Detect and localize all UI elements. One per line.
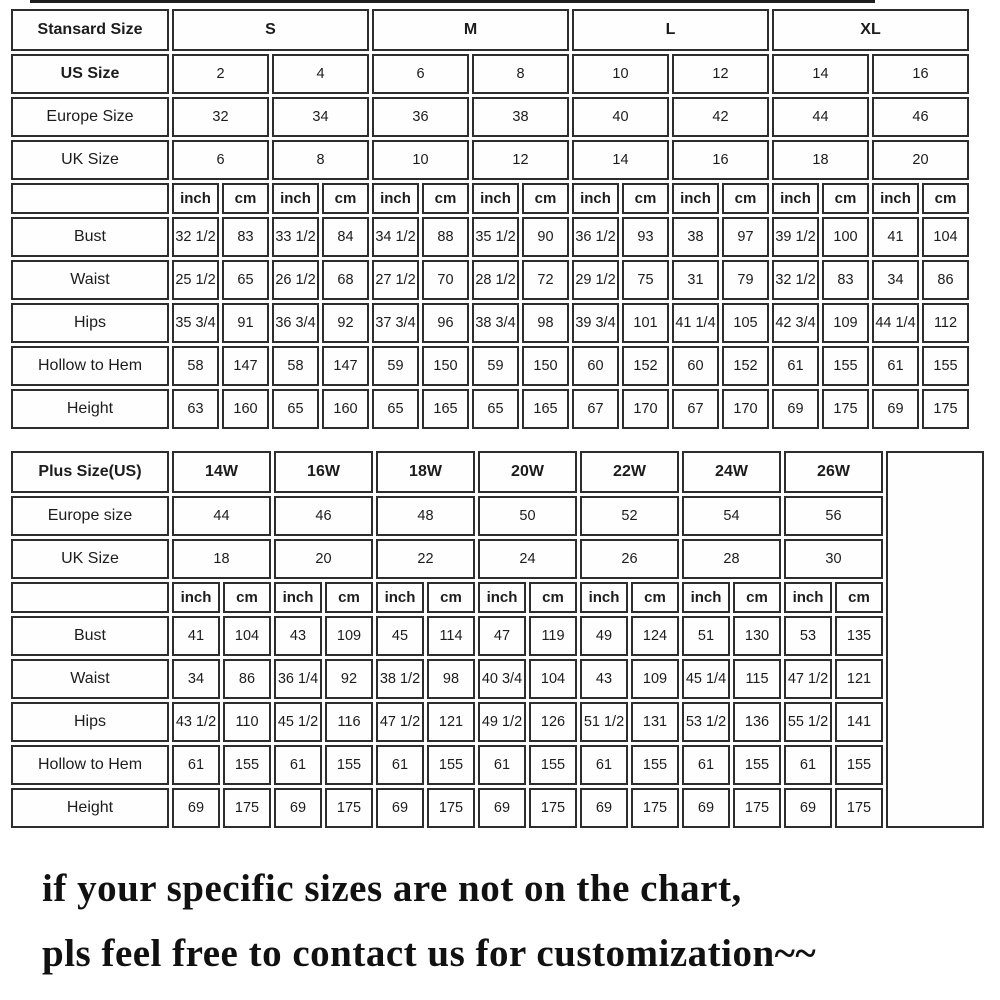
row-label: Hollow to Hem (11, 346, 169, 386)
row-label: Europe size (11, 496, 169, 536)
measure-value-cell: 119 (529, 616, 577, 656)
row-label: Height (11, 788, 169, 828)
measure-value-cell: 83 (822, 260, 869, 300)
size-group-cell: 20W (478, 451, 577, 493)
measure-value-cell: 98 (522, 303, 569, 343)
measure-value-cell: 75 (622, 260, 669, 300)
measure-value-cell: 175 (427, 788, 475, 828)
measure-value-cell: 41 (872, 217, 919, 257)
measure-value-cell: 110 (223, 702, 271, 742)
measure-value-cell: 104 (223, 616, 271, 656)
measure-value-cell: 165 (522, 389, 569, 429)
size-value-cell: 26 (580, 539, 679, 579)
measure-value-cell: 58 (272, 346, 319, 386)
row-label: Bust (11, 217, 169, 257)
size-value-cell: 8 (272, 140, 369, 180)
size-value-cell: 16 (872, 54, 969, 94)
measure-value-cell: 61 (784, 745, 832, 785)
measure-value-cell: 53 (784, 616, 832, 656)
cm-header-cell: cm (722, 183, 769, 214)
measure-value-cell: 61 (682, 745, 730, 785)
row-label: UK Size (11, 539, 169, 579)
measure-value-cell: 65 (222, 260, 269, 300)
measure-value-cell: 155 (822, 346, 869, 386)
measure-value-cell: 65 (272, 389, 319, 429)
crop-artifact-line (30, 0, 875, 3)
size-value-cell: 44 (772, 97, 869, 137)
measure-value-cell: 150 (422, 346, 469, 386)
size-group-cell: 14W (172, 451, 271, 493)
customization-note (42, 869, 1000, 973)
measure-value-cell: 63 (172, 389, 219, 429)
measure-value-cell: 49 1/2 (478, 702, 526, 742)
size-value-cell: 6 (372, 54, 469, 94)
measure-value-cell: 37 3/4 (372, 303, 419, 343)
measure-value-cell: 121 (835, 659, 883, 699)
measure-value-cell: 65 (372, 389, 419, 429)
measure-value-cell: 165 (422, 389, 469, 429)
inch-header-cell: inch (372, 183, 419, 214)
size-value-cell: 54 (682, 496, 781, 536)
measure-value-cell: 36 3/4 (272, 303, 319, 343)
size-value-cell: 18 (172, 539, 271, 579)
measure-value-cell: 39 3/4 (572, 303, 619, 343)
measure-value-cell: 98 (427, 659, 475, 699)
measure-value-cell: 28 1/2 (472, 260, 519, 300)
measure-value-cell: 69 (580, 788, 628, 828)
measure-value-cell: 61 (172, 745, 220, 785)
size-value-cell: 36 (372, 97, 469, 137)
measure-value-cell: 69 (784, 788, 832, 828)
size-value-cell: 4 (272, 54, 369, 94)
measure-value-cell: 97 (722, 217, 769, 257)
size-value-cell: 48 (376, 496, 475, 536)
measure-value-cell: 155 (223, 745, 271, 785)
measure-value-cell: 58 (172, 346, 219, 386)
measure-value-cell: 61 (580, 745, 628, 785)
size-value-cell: 10 (372, 140, 469, 180)
size-value-cell: 50 (478, 496, 577, 536)
size-group-cell: L (572, 9, 769, 51)
inch-header-cell: inch (772, 183, 819, 214)
measure-value-cell: 60 (572, 346, 619, 386)
measure-value-cell: 152 (722, 346, 769, 386)
measure-value-cell: 170 (722, 389, 769, 429)
size-value-cell: 28 (682, 539, 781, 579)
measure-value-cell: 36 1/4 (274, 659, 322, 699)
measure-value-cell: 155 (922, 346, 969, 386)
measure-value-cell: 152 (622, 346, 669, 386)
measure-value-cell: 141 (835, 702, 883, 742)
inch-header-cell: inch (274, 582, 322, 613)
row-label: Waist (11, 659, 169, 699)
cm-header-cell: cm (922, 183, 969, 214)
inch-header-cell: inch (472, 183, 519, 214)
measure-value-cell: 70 (422, 260, 469, 300)
inch-header-cell: inch (478, 582, 526, 613)
size-group-cell: M (372, 9, 569, 51)
measure-value-cell: 49 (580, 616, 628, 656)
measure-value-cell: 155 (427, 745, 475, 785)
size-group-cell: 24W (682, 451, 781, 493)
inch-header-cell: inch (172, 582, 220, 613)
size-value-cell: 44 (172, 496, 271, 536)
measure-value-cell: 79 (722, 260, 769, 300)
measure-value-cell: 43 (274, 616, 322, 656)
measure-value-cell: 69 (274, 788, 322, 828)
measure-value-cell: 25 1/2 (172, 260, 219, 300)
size-value-cell: 34 (272, 97, 369, 137)
measure-value-cell: 116 (325, 702, 373, 742)
cm-header-cell: cm (733, 582, 781, 613)
measure-value-cell: 155 (325, 745, 373, 785)
inch-header-cell: inch (172, 183, 219, 214)
size-group-cell: 16W (274, 451, 373, 493)
size-value-cell: 24 (478, 539, 577, 579)
measure-value-cell: 86 (223, 659, 271, 699)
measure-value-cell: 101 (622, 303, 669, 343)
measure-value-cell: 61 (376, 745, 424, 785)
measure-value-cell: 68 (322, 260, 369, 300)
measure-value-cell: 130 (733, 616, 781, 656)
cm-header-cell: cm (223, 582, 271, 613)
measure-value-cell: 36 1/2 (572, 217, 619, 257)
row-label: UK Size (11, 140, 169, 180)
measure-value-cell: 160 (222, 389, 269, 429)
size-value-cell: 52 (580, 496, 679, 536)
row-label: Hips (11, 702, 169, 742)
measure-value-cell: 147 (222, 346, 269, 386)
size-value-cell: 18 (772, 140, 869, 180)
row-label: Europe Size (11, 97, 169, 137)
measure-value-cell: 44 1/4 (872, 303, 919, 343)
measure-value-cell: 121 (427, 702, 475, 742)
cm-header-cell: cm (622, 183, 669, 214)
standard-size-table (8, 6, 972, 432)
measure-value-cell: 53 1/2 (682, 702, 730, 742)
measure-value-cell: 175 (733, 788, 781, 828)
measure-value-cell: 170 (622, 389, 669, 429)
inch-header-cell: inch (672, 183, 719, 214)
size-value-cell: 46 (872, 97, 969, 137)
row-label: Waist (11, 260, 169, 300)
cm-header-cell: cm (522, 183, 569, 214)
measure-value-cell: 100 (822, 217, 869, 257)
measure-value-cell: 92 (325, 659, 373, 699)
row-label: Bust (11, 616, 169, 656)
measure-value-cell: 42 3/4 (772, 303, 819, 343)
measure-value-cell: 126 (529, 702, 577, 742)
size-value-cell: 12 (472, 140, 569, 180)
unit-row-empty-label (11, 582, 169, 613)
measure-value-cell: 104 (529, 659, 577, 699)
measure-value-cell: 86 (922, 260, 969, 300)
measure-value-cell: 55 1/2 (784, 702, 832, 742)
measure-value-cell: 29 1/2 (572, 260, 619, 300)
measure-value-cell: 155 (733, 745, 781, 785)
measure-value-cell: 69 (376, 788, 424, 828)
measure-value-cell: 34 (872, 260, 919, 300)
cm-header-cell: cm (422, 183, 469, 214)
measure-value-cell: 175 (631, 788, 679, 828)
measure-value-cell: 114 (427, 616, 475, 656)
measure-value-cell: 32 1/2 (172, 217, 219, 257)
measure-value-cell: 109 (822, 303, 869, 343)
measure-value-cell: 175 (822, 389, 869, 429)
inch-header-cell: inch (572, 183, 619, 214)
measure-value-cell: 135 (835, 616, 883, 656)
measure-value-cell: 147 (322, 346, 369, 386)
inch-header-cell: inch (784, 582, 832, 613)
row-label: Hollow to Hem (11, 745, 169, 785)
measure-value-cell: 69 (478, 788, 526, 828)
measure-value-cell: 69 (772, 389, 819, 429)
measure-value-cell: 115 (733, 659, 781, 699)
note-line-1: if your specific sizes are not on the chart, (42, 867, 742, 910)
size-value-cell: 40 (572, 97, 669, 137)
measure-value-cell: 47 1/2 (784, 659, 832, 699)
measure-value-cell: 175 (223, 788, 271, 828)
measure-value-cell: 38 1/2 (376, 659, 424, 699)
measure-value-cell: 175 (835, 788, 883, 828)
measure-value-cell: 43 1/2 (172, 702, 220, 742)
size-value-cell: 46 (274, 496, 373, 536)
size-group-cell: XL (772, 9, 969, 51)
measure-value-cell: 59 (472, 346, 519, 386)
measure-value-cell: 61 (478, 745, 526, 785)
measure-value-cell: 35 1/2 (472, 217, 519, 257)
cm-header-cell: cm (529, 582, 577, 613)
cm-header-cell: cm (631, 582, 679, 613)
row-label: Hips (11, 303, 169, 343)
measure-value-cell: 35 3/4 (172, 303, 219, 343)
measure-value-cell: 40 3/4 (478, 659, 526, 699)
unit-row-empty-label (11, 183, 169, 214)
cm-header-cell: cm (222, 183, 269, 214)
size-value-cell: 42 (672, 97, 769, 137)
size-group-cell: 18W (376, 451, 475, 493)
inch-header-cell: inch (682, 582, 730, 613)
measure-value-cell: 109 (325, 616, 373, 656)
measure-value-cell: 112 (922, 303, 969, 343)
size-value-cell: 14 (772, 54, 869, 94)
size-value-cell: 32 (172, 97, 269, 137)
row-label: Height (11, 389, 169, 429)
measure-value-cell: 34 (172, 659, 220, 699)
cm-header-cell: cm (322, 183, 369, 214)
size-value-cell: 2 (172, 54, 269, 94)
size-value-cell: 22 (376, 539, 475, 579)
cm-header-cell: cm (835, 582, 883, 613)
note-line-2: pls feel free to contact us for customization~~ (42, 932, 817, 975)
measure-value-cell: 65 (472, 389, 519, 429)
inch-header-cell: inch (872, 183, 919, 214)
measure-value-cell: 72 (522, 260, 569, 300)
measure-value-cell: 59 (372, 346, 419, 386)
inch-header-cell: inch (580, 582, 628, 613)
measure-value-cell: 155 (631, 745, 679, 785)
measure-value-cell: 38 3/4 (472, 303, 519, 343)
plus-size-table (8, 448, 987, 831)
measure-value-cell: 69 (682, 788, 730, 828)
measure-value-cell: 67 (672, 389, 719, 429)
measure-value-cell: 109 (631, 659, 679, 699)
measure-value-cell: 88 (422, 217, 469, 257)
measure-value-cell: 31 (672, 260, 719, 300)
size-value-cell: 6 (172, 140, 269, 180)
size-value-cell: 38 (472, 97, 569, 137)
measure-value-cell: 96 (422, 303, 469, 343)
measure-value-cell: 61 (772, 346, 819, 386)
size-group-cell: 22W (580, 451, 679, 493)
measure-value-cell: 45 (376, 616, 424, 656)
size-value-cell: 20 (274, 539, 373, 579)
measure-value-cell: 61 (872, 346, 919, 386)
measure-value-cell: 150 (522, 346, 569, 386)
measure-value-cell: 51 1/2 (580, 702, 628, 742)
measure-value-cell: 69 (872, 389, 919, 429)
measure-value-cell: 39 1/2 (772, 217, 819, 257)
measure-value-cell: 155 (529, 745, 577, 785)
measure-value-cell: 41 (172, 616, 220, 656)
measure-value-cell: 83 (222, 217, 269, 257)
row-label: US Size (11, 54, 169, 94)
measure-value-cell: 61 (274, 745, 322, 785)
measure-value-cell: 93 (622, 217, 669, 257)
inch-header-cell: inch (376, 582, 424, 613)
cm-header-cell: cm (325, 582, 373, 613)
measure-value-cell: 27 1/2 (372, 260, 419, 300)
measure-value-cell: 160 (322, 389, 369, 429)
size-group-cell: S (172, 9, 369, 51)
measure-value-cell: 131 (631, 702, 679, 742)
measure-value-cell: 104 (922, 217, 969, 257)
size-value-cell: 10 (572, 54, 669, 94)
size-value-cell: 8 (472, 54, 569, 94)
measure-value-cell: 136 (733, 702, 781, 742)
cm-header-cell: cm (822, 183, 869, 214)
empty-cell (886, 451, 984, 828)
measure-value-cell: 92 (322, 303, 369, 343)
measure-value-cell: 32 1/2 (772, 260, 819, 300)
measure-value-cell: 175 (922, 389, 969, 429)
measure-value-cell: 105 (722, 303, 769, 343)
measure-value-cell: 84 (322, 217, 369, 257)
measure-value-cell: 60 (672, 346, 719, 386)
size-value-cell: 56 (784, 496, 883, 536)
measure-value-cell: 175 (325, 788, 373, 828)
measure-value-cell: 47 (478, 616, 526, 656)
measure-value-cell: 124 (631, 616, 679, 656)
cm-header-cell: cm (427, 582, 475, 613)
measure-value-cell: 45 1/2 (274, 702, 322, 742)
measure-value-cell: 90 (522, 217, 569, 257)
measure-value-cell: 45 1/4 (682, 659, 730, 699)
table-header-label: Stansard Size (11, 9, 169, 51)
size-value-cell: 20 (872, 140, 969, 180)
measure-value-cell: 41 1/4 (672, 303, 719, 343)
measure-value-cell: 91 (222, 303, 269, 343)
size-value-cell: 16 (672, 140, 769, 180)
measure-value-cell: 34 1/2 (372, 217, 419, 257)
size-value-cell: 12 (672, 54, 769, 94)
table-header-label: Plus Size(US) (11, 451, 169, 493)
measure-value-cell: 26 1/2 (272, 260, 319, 300)
size-value-cell: 14 (572, 140, 669, 180)
size-value-cell: 30 (784, 539, 883, 579)
measure-value-cell: 175 (529, 788, 577, 828)
measure-value-cell: 33 1/2 (272, 217, 319, 257)
measure-value-cell: 43 (580, 659, 628, 699)
measure-value-cell: 67 (572, 389, 619, 429)
measure-value-cell: 155 (835, 745, 883, 785)
measure-value-cell: 51 (682, 616, 730, 656)
measure-value-cell: 38 (672, 217, 719, 257)
measure-value-cell: 47 1/2 (376, 702, 424, 742)
measure-value-cell: 69 (172, 788, 220, 828)
size-group-cell: 26W (784, 451, 883, 493)
inch-header-cell: inch (272, 183, 319, 214)
